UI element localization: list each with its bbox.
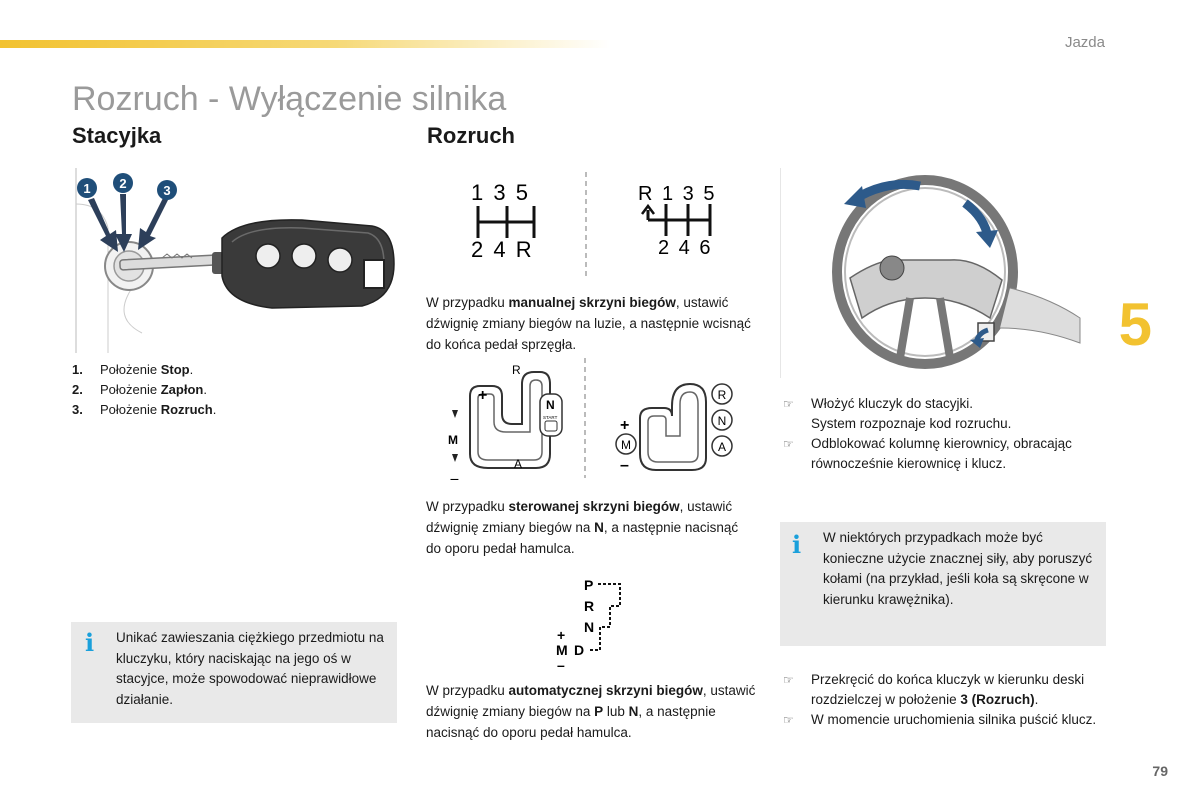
- list-item: ☞ Przekręcić do końca kluczyk w kierunku deski rozdzielczej w położenie 3 (Rozruch).: [783, 672, 1085, 707]
- robotised-gearbox-text: W przypadku sterowanej skrzyni biegów, ustawić dźwignię zmiany biegów na N, a następnie nacisnąć do oporu pedał hamulca.: [426, 499, 739, 556]
- gear-pattern-5-icon: [471, 180, 534, 262]
- svg-text:R: R: [717, 388, 727, 402]
- list-item: ☞ W momencie uruchomienia silnika puścić klucz.: [783, 712, 1097, 727]
- svg-text:R: R: [512, 363, 521, 377]
- info-icon: i: [792, 530, 802, 559]
- svg-text:2 4 6: 2 4 6: [658, 237, 713, 259]
- svg-text:–: –: [557, 657, 565, 670]
- list-item: ☞ Włożyć kluczyk do stacyjki. System rozpoznaje kod rozruchu.: [783, 396, 1012, 431]
- svg-text:+: +: [557, 627, 566, 643]
- automatic-gate-icon: [556, 577, 620, 670]
- page-number: 79: [1152, 763, 1168, 779]
- gear-pattern-6-icon: [638, 183, 716, 259]
- unlock-button-icon: [328, 248, 352, 272]
- list-item: 2. Położenie Zapłon.: [72, 382, 207, 397]
- robotised-gate-icon: [448, 363, 562, 480]
- ignition-key-illustration: [72, 168, 402, 353]
- automatic-gearbox-diagram: [550, 572, 640, 670]
- manual-gearbox-diagrams: [426, 168, 756, 288]
- automatic-gearbox-text: W przypadku automatycznej skrzyni biegów, ustawić dźwignię zmiany biegów na P lub N, a następnie nacisnąć do oporu pedał hamulca.: [426, 683, 756, 740]
- svg-text:–: –: [450, 471, 459, 480]
- ignition-positions-list: [72, 360, 392, 420]
- list-item: 1. Położenie Stop.: [72, 362, 194, 377]
- list-item: ☞ Odblokować kolumnę kierownicy, obracając równocześnie kierownicę i klucz.: [783, 436, 1072, 471]
- heading-rozruch: Rozruch: [427, 123, 515, 148]
- start-steps-list-1: [783, 394, 1113, 474]
- list-item: 3. Położenie Rozruch.: [72, 402, 217, 417]
- svg-text:A: A: [514, 457, 523, 471]
- arrow-down-icon: [138, 196, 168, 250]
- arrow-down-icon: [88, 198, 118, 252]
- svg-text:D: D: [574, 642, 585, 658]
- top-accent-bar: [0, 40, 610, 48]
- svg-text:+: +: [478, 387, 488, 404]
- svg-text:+: +: [620, 417, 630, 434]
- svg-text:START: START: [543, 415, 558, 420]
- light-button-icon: [292, 244, 316, 268]
- robotised-gearbox-diagrams: [440, 358, 740, 480]
- heading-stacyjka: Stacyjka: [72, 123, 162, 148]
- svg-text:A: A: [717, 440, 727, 454]
- svg-text:M: M: [448, 433, 458, 447]
- info-text: Unikać zawieszania ciężkiego przedmiotu na kluczyku, który naciskając na jego oś w stacyjce, może spowodować nieprawidłowe działanie.: [116, 630, 384, 707]
- start-steps-list-2: [783, 670, 1113, 730]
- steering-wheel-icon: [837, 180, 1080, 364]
- steering-wheel-illustration: [780, 168, 1100, 378]
- robotised-gate-alt-icon: [616, 384, 732, 474]
- page-title: Rozruch - Wyłączenie silnika: [72, 80, 507, 118]
- svg-text:P: P: [584, 577, 594, 593]
- section-label: Jazda: [1064, 34, 1105, 51]
- svg-text:M: M: [556, 642, 568, 658]
- badge-3-label: 3: [163, 183, 171, 198]
- svg-text:N: N: [717, 414, 727, 428]
- svg-text:1 3 5: 1 3 5: [471, 180, 530, 205]
- info-text: W niektórych przypadkach może być konieczne użycie znacznej siły, aby poruszyć kołami (na przykład, jeśli koła są skręcone w kierunku krawężnika).: [823, 530, 1093, 607]
- svg-text:M: M: [621, 438, 631, 452]
- info-box-right: [780, 522, 1106, 646]
- svg-text:R 1 3 5: R 1 3 5: [638, 183, 717, 205]
- svg-text:2 4 R: 2 4 R: [471, 237, 534, 262]
- key-icon: [120, 220, 394, 308]
- badge-2-label: 2: [119, 176, 127, 191]
- manual-gearbox-text: W przypadku manualnej skrzyni biegów, ustawić dźwignię zmiany biegów na luzie, a następnie wcisnąć do końca pedał sprzęgła.: [426, 295, 751, 352]
- info-box-left: [71, 622, 397, 723]
- svg-text:R: R: [584, 598, 595, 614]
- chapter-number: 5: [1118, 291, 1152, 358]
- svg-text:N: N: [546, 398, 555, 412]
- svg-text:N: N: [584, 619, 595, 635]
- svg-text:–: –: [620, 457, 629, 474]
- badge-1-label: 1: [83, 181, 91, 196]
- info-icon: i: [85, 628, 95, 657]
- lock-button-icon: [256, 244, 280, 268]
